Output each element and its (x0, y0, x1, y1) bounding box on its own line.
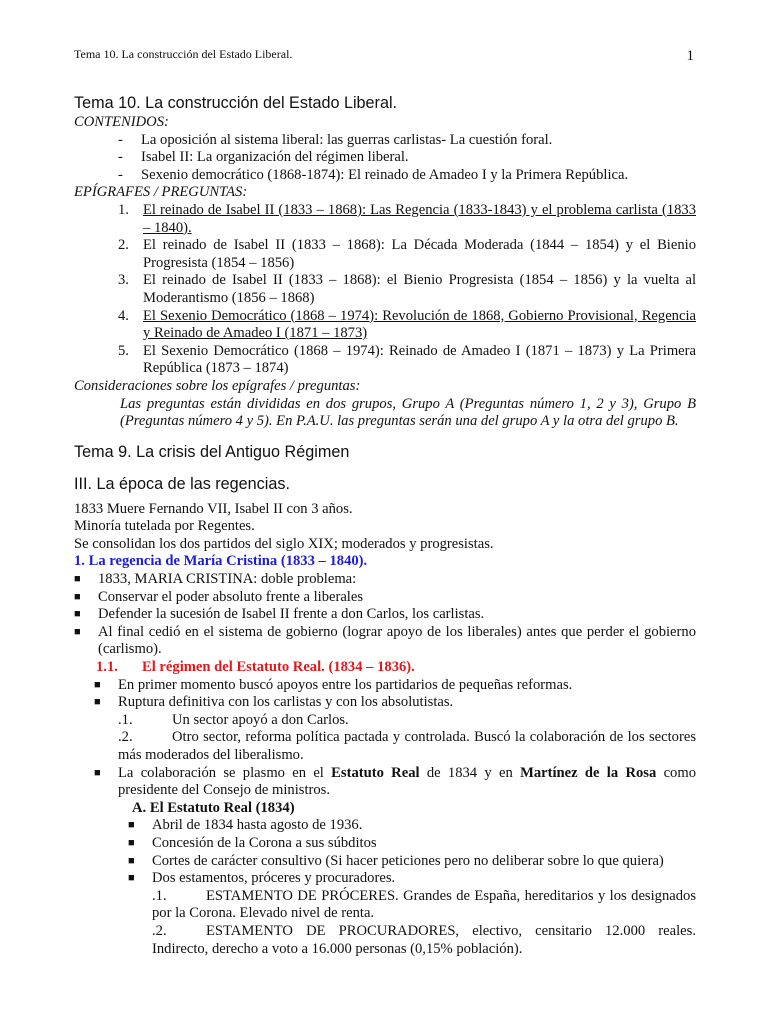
running-header (74, 46, 696, 64)
intro-line: 1833 Muere Fernando VII, Isabel II con 3 años. (74, 500, 353, 517)
list-item: ■ Conservar el poder absoluto frente a liberales (74, 588, 364, 605)
epigrafe-5: 5. El Sexenio Democrático (1868 – 1974): Reinado de Amadeo I (1871 – 1873) y La Primera República (1873 – 1874) (118, 342, 696, 377)
square-bullet-icon: ■ (74, 573, 81, 586)
estatuto-heading: 1.1. El régimen del Estatuto Real. (1834 – 1836). (96, 659, 415, 676)
square-bullet-icon: ■ (128, 836, 135, 849)
document-body (74, 92, 696, 958)
square-bullet-icon: ■ (128, 819, 135, 832)
estatuto-real-subheading: A. El Estatuto Real (1834) (132, 799, 295, 816)
epigrafe-1: 1. El reinado de Isabel II (1833 – 1868): Las Regencia (1833-1843) y el problema carlista (1833 – 1840). (118, 201, 696, 236)
square-bullet-icon: ■ (128, 872, 135, 885)
sub-item: .2. ESTAMENTO DE PROCURADORES, electivo, censitario 12.000 reales. Indirecto, derecho a voto a 16.000 personas (0,15% población). (152, 922, 696, 957)
contenidos-label: CONTENIDOS: (74, 114, 169, 130)
square-bullet-icon: ■ (128, 854, 135, 867)
list-item: ■ 1833, MARIA CRISTINA: doble problema: (74, 571, 357, 588)
running-title: Tema 10. La construcción del Estado Liberal. (74, 47, 293, 61)
epigrafe-2: 2. El reinado de Isabel II (1833 – 1868): La Década Moderada (1844 – 1854) y el Bienio Progresista (1854 – 1856) (118, 237, 696, 271)
consideraciones-label: Consideraciones sobre los epígrafes / preguntas: (74, 377, 361, 394)
list-item: ■ Defender la sucesión de Isabel II frente a don Carlos, los carlistas. (74, 606, 485, 623)
list-item: - La oposición al sistema liberal: las guerras carlistas- La cuestión foral. (118, 131, 553, 148)
square-bullet-icon: ■ (74, 590, 81, 603)
intro-line: Se consolidan los dos partidos del siglo XIX; moderados y progresistas. (74, 535, 494, 552)
sub-item: .1. Un sector apoyó a don Carlos. (118, 711, 349, 728)
epigrafes-list (74, 202, 696, 378)
epigrafe-4: 4. El Sexenio Democrático (1868 – 1974): Revolución de 1868, Gobierno Provisional, Regencia y Reinado de Amadeo I (1871 – 1873) (118, 307, 696, 342)
section-title: III. La época de las regencias. (74, 474, 290, 493)
list-item: ■ En primer momento buscó apoyos entre los partidarios de pequeñas reformas. (94, 676, 573, 693)
square-bullet-icon: ■ (74, 625, 81, 638)
square-bullet-icon: ■ (94, 696, 101, 709)
tema10-title: Tema 10. La construcción del Estado Liberal. (74, 94, 398, 112)
square-bullet-icon: ■ (94, 766, 101, 779)
intro-line: Minoría tutelada por Regentes. (74, 518, 255, 535)
contenidos-list (74, 132, 696, 185)
list-item: ■ Concesión de la Corona a sus súbditos (128, 834, 377, 851)
square-bullet-icon: ■ (94, 678, 101, 691)
list-item: ■ Cortes de carácter consultivo (Si hacer peticiones pero no deliberar sobre lo que quiera) (128, 852, 664, 869)
page-number: 1 (686, 48, 694, 64)
list-item: ■ Dos estamentos, próceres y procuradores. (128, 870, 396, 887)
sub-item: .1. ESTAMENTO DE PRÓCERES. Grandes de España, hereditarios y los designados por la Corona. Elevado nivel de renta. (152, 887, 696, 922)
list-item: - Sexenio democrático (1868-1874): El reinado de Amadeo I y la Primera República. (118, 166, 629, 183)
epigrafe-3: 3. El reinado de Isabel II (1833 – 1868): el Bienio Progresista (1854 – 1856) y la vuelta al Moderantismo (1856 – 1868) (118, 272, 696, 306)
square-bullet-icon: ■ (74, 608, 81, 621)
sub-item: .2. Otro sector, reforma política pactada y controlada. Buscó la colaboración de los sectores más moderados del liberalismo. (118, 729, 696, 763)
list-item: ■ Ruptura definitiva con los carlistas y con los absolutistas. (94, 694, 454, 711)
list-item: - Isabel II: La organización del régimen liberal. (118, 149, 409, 166)
consideraciones-text: Las preguntas están divididas en dos grupos, Grupo A (Preguntas número 1, 2 y 3), Grupo B (Preguntas número 4 y 5). En P.A.U. las preguntas serán una del grupo A y la otra del grupo B. (120, 395, 696, 430)
list-item: ■ Abril de 1834 hasta agosto de 1936. (128, 817, 363, 834)
epigrafes-label: EPÍGRAFES / PREGUNTAS: (74, 184, 248, 201)
list-item: ■ La colaboración se plasmo en el Estatuto Real de 1834 y en Martínez de la Rosa como presidente del Consejo de ministros. (94, 764, 696, 799)
list-item: ■ Al final cedió en el sistema de gobierno (lograr apoyo de los liberales) antes que perder el gobierno (carlismo). (74, 623, 696, 658)
tema9-title: Tema 9. La crisis del Antiguo Régimen (74, 442, 350, 461)
regencia-heading: 1. La regencia de María Cristina (1833 – 1840). (74, 553, 368, 570)
